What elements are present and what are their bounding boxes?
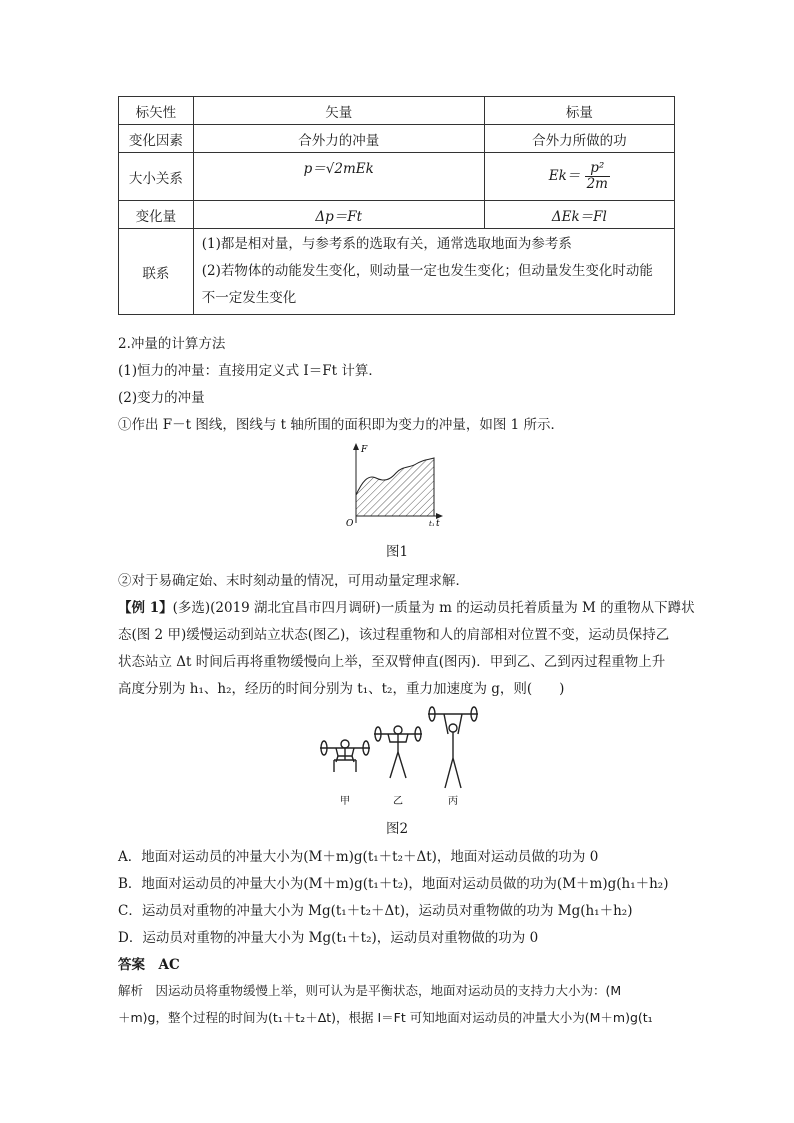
option-c: C．运动员对重物的冲量大小为 Mg(t₁＋t₂＋Δt)，运动员对重物做的功为 Mg(h₁＋h₂) [118, 903, 633, 919]
label-bing: 丙 [448, 796, 458, 807]
link-line: (2)若物体的动能发生变化，则动量一定也发生变化；但动量发生变化时动能 [201, 263, 653, 279]
formula-text: p＝√2mEk [303, 161, 374, 177]
paragraph: ①作出 F－t 图线，图线与 t 轴所围的面积即为变力的冲量，如图 1 所示． [118, 417, 565, 433]
table-cell: 联系 [119, 229, 194, 315]
paragraph: (1)恒力的冲量：直接用定义式 I＝Ft 计算． [118, 363, 382, 379]
fraction-numerator: p² [585, 161, 610, 177]
table-row [119, 229, 675, 315]
example-line-3: 状态站立 Δt 时间后再将重物缓慢向上举，至双臂伸直(图丙)．甲到乙、乙到丙过程重物上升 [118, 654, 666, 670]
analysis-line-1: 解析 因运动员将重物缓慢上举，则可认为是平衡状态，地面对运动员的支持力大小为：(M [118, 983, 622, 998]
label-yi: 乙 [393, 796, 403, 807]
y-axis-label: F [361, 445, 368, 455]
table-cell: 合外力的冲量 [193, 125, 484, 153]
example-tag: 【例 1】 [118, 600, 173, 616]
figure-2-caption: 图2 [385, 821, 409, 837]
table-cell: 矢量 [193, 97, 484, 125]
table-cell: 标量 [484, 97, 674, 125]
label-jia: 甲 [340, 796, 350, 807]
option-b: B．地面对运动员的冲量大小为(M＋m)g(t₁＋t₂)，地面对运动员做的功为(M＋m)g(h₁＋h₂) [118, 876, 669, 892]
option-a: A．地面对运动员的冲量大小为(M＋m)g(t₁＋t₂＋Δt)，地面对运动员做的功为 0 [118, 849, 599, 865]
figure-stand [374, 726, 422, 778]
table-row [119, 97, 675, 125]
link-line: (1)都是相对量，与参考系的选取有关，通常选取地面为参考系 [201, 236, 572, 252]
fraction-denominator: 2m [586, 176, 608, 192]
momentum-formula [193, 153, 484, 201]
table-row [119, 125, 675, 153]
answer: 答案 AC [118, 957, 180, 973]
table-cell: 变化量 [119, 201, 194, 229]
example-text: (多选)(2019 湖北宜昌市四月调研)一质量为 m 的运动员托着质量为 M 的重物从下蹲状 [172, 600, 695, 616]
figure-2-weightlifter [312, 704, 487, 808]
figure-1-graph [340, 440, 450, 530]
table-cell: 变化因素 [119, 125, 194, 153]
table-cell: 标矢性 [119, 97, 194, 125]
table-cell: Δp＝Ft [193, 201, 484, 229]
comparison-table [118, 96, 675, 315]
figure-1-caption: 图1 [385, 544, 409, 560]
table-cell: 大小关系 [119, 153, 194, 201]
link-line: 不一定发生变化 [201, 290, 297, 306]
kinetic-energy-formula [484, 153, 674, 201]
analysis-line-2: ＋m)g，整个过程的时间为(t₁＋t₂＋Δt)，根据 I＝Ft 可知地面对运动员的冲量大小为(M＋m)g(t₁ [118, 1010, 653, 1025]
table-row [119, 153, 675, 201]
y-axis-arrow [353, 443, 359, 450]
link-cell [193, 229, 674, 315]
figure-squat [320, 740, 370, 772]
paragraph: ②对于易确定始、末时刻动量的情况，可用动量定理求解． [118, 573, 469, 589]
table-cell: 合外力所做的功 [484, 125, 674, 153]
formula-lhs: Ek＝ [548, 168, 581, 184]
x-axis-label: t [436, 519, 440, 529]
option-d: D．运动员对重物的冲量大小为 Mg(t₁＋t₂)，运动员对重物做的功为 0 [118, 930, 539, 946]
fraction [585, 161, 610, 192]
area-under-curve [356, 458, 434, 516]
t1-label: t₁ [429, 520, 435, 528]
section-title: 2.冲量的计算方法 [118, 336, 226, 352]
example-line-1 [118, 596, 695, 616]
table-cell: ΔEk＝Fl [484, 201, 674, 229]
example-line-4: 高度分别为 h₁、h₂，经历的时间分别为 t₁、t₂，重力加速度为 g，则( ) [118, 681, 565, 697]
origin-label: O [346, 519, 354, 529]
figure-lift [428, 707, 478, 788]
table-row [119, 201, 675, 229]
example-line-2: 态(图 2 甲)缓慢运动到站立状态(图乙)，该过程重物和人的肩部相对位置不变，运动员保持乙 [118, 627, 670, 643]
paragraph: (2)变力的冲量 [118, 390, 205, 406]
